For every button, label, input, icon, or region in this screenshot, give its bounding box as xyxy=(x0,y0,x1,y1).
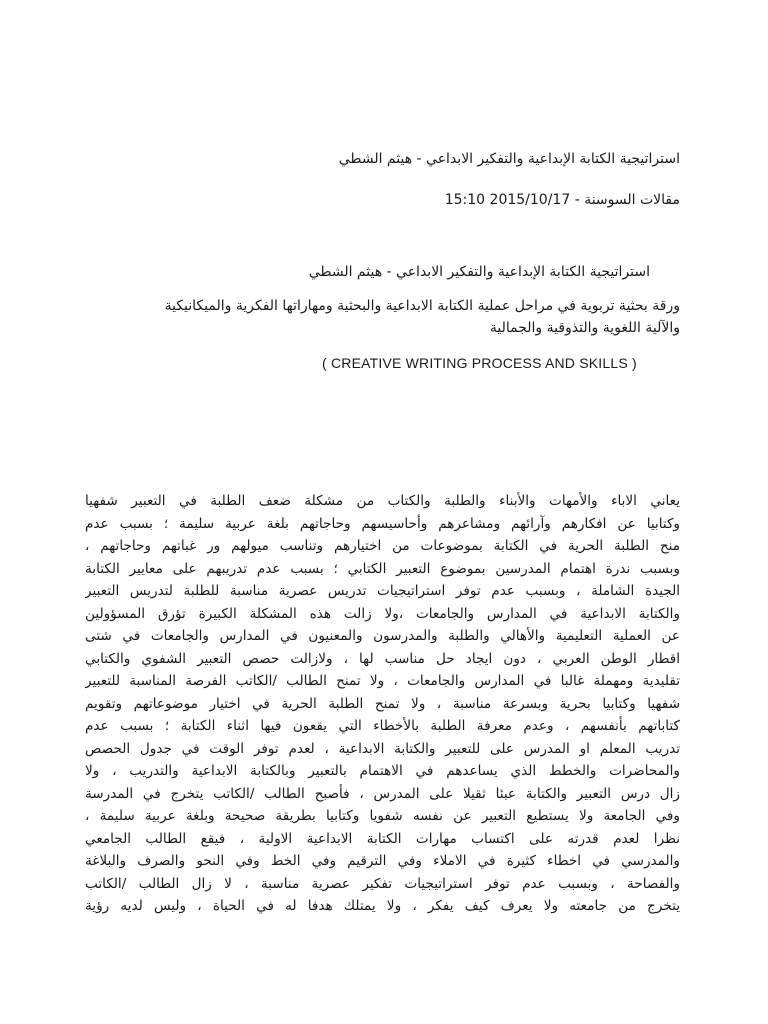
body-line: نظرا لعدم قدرته على اكتساب مهارات الكتابة الابداعية الاولية ، فيقع الطالب الجامعي xyxy=(85,830,680,847)
english-heading: ( CREATIVE WRITING PROCESS AND SKILLS ) xyxy=(322,355,637,371)
body-line: منح الطلبة الحرية في الكتابة بموضوعات من اختيارهم وتناسب ميولهم ور غباتهم وحاجاتهم ، xyxy=(85,538,680,554)
body-line: الجيدة الشاملة ، وبسبب عدم توفر استراتيجيات تدريس عصرية مناسبة للطلبة لتدريس التعبير xyxy=(85,583,680,599)
body-line: وفي الجامعة ولا يستطيع التعبير عن نفسه شفويا وكتابيا بطريقة صحيحة وبلغة عربية سليمة ، xyxy=(85,808,680,824)
article-subtitle: استراتيجية الكتابة الإبداعية والتفكير الابداعي - هيثم الشطي xyxy=(308,264,650,280)
article-time: 15:10 xyxy=(444,192,486,208)
body-line: زال درس التعبير والكتابة عبئا ثقيلا على المدرس ، فأصبح الطالب /الكاتب يتخرج في المدرسة xyxy=(85,785,680,802)
intro-line-1: ورقة بحثية تربوية في مراحل عملية الكتابة الابداعية والبحثية ومهاراتها الفكرية والميكانيكية xyxy=(164,298,680,314)
body-line: كتاباتهم بأنفسهم ، وعدم معرفة الطلبة بالأخطاء التي يقعون فيها اثناء الكتابة ؛ بسبب عدم xyxy=(85,718,680,734)
body-line: تدريب المعلم او المدرس على للتعبير والكتابة الابداعية ، لعدم توفر الوقت في جدول الحصص xyxy=(85,740,680,757)
article-source: مقالات السوسنة - xyxy=(574,192,680,208)
body-line: والفصاحة ، وبسبب عدم توفر استراتيجيات تفكير عصرية مناسبة ، لا زال الطالب /الكاتب xyxy=(85,875,680,892)
body-line: يتخرج من جامعته ولا يعرف كيف يفكر ، ولا يمتلك هدفا له في الحياة ، وليس لديه رؤية xyxy=(85,898,680,914)
body-line: والكتابة الابداعية في المدارس والجامعات ،ولا زالت هذه المشكلة الكبيرة تؤرق المسؤولين xyxy=(85,605,680,622)
body-line: والمدرسي في اخطاء كثيرة في الاملاء وفي الترقيم وفي الخط وفي النحو والصرف والبلاغة xyxy=(85,853,680,869)
article-title: استراتيجية الكتابة الإبداعية والتفكير الابداعي - هيثم الشطي xyxy=(338,151,680,167)
body-line: يعاني الاباء والأمهات والأبناء والطلبة والكتاب من مشكلة ضعف الطلبة في التعبير شفهيا xyxy=(85,493,680,509)
body-line: شفهيا وكتابيا بحرية وبسرعة مناسبة ، ولا تمنح الطلبة الحرية في اختيار موضوعاتهم وتقويم xyxy=(85,695,680,712)
article-date: 2015/10/17 xyxy=(489,192,571,208)
body-line: وبسبب ندرة اهتمام المدرسين بموضوع التعبير الكتابي ؛ بسبب عدم تدريبهم على معايير الكتابة xyxy=(85,560,680,577)
body-line: عن العملية التعليمية والأهالي والطلبة والمدرسون والمعنيون في المدارس والجامعات في شتى xyxy=(85,628,680,644)
body-paragraph xyxy=(85,490,680,918)
body-line: وكتابيا عن افكارهم وآرائهم ومشاعرهم وأحاسيسهم وحاجاتهم بلغة عربية سليمة ؛ بسبب عدم xyxy=(85,515,680,532)
body-line: اقطار الوطن العربي ، دون ايجاد حل مناسب لها ، ولازالت حصص التعبير الشفوي والكتابي xyxy=(85,650,680,667)
article-meta xyxy=(445,190,680,210)
body-line: تقليدية ومهملة غالبا في المدارس والجامعات ، ولا تمنح الطالب /الكاتب الفرصة المناسبة للتعبير xyxy=(85,673,680,689)
article-datetime xyxy=(445,190,571,210)
body-line: والمحاضرات والخطط الذي يساعدهم في الاهتمام بالتعبير وبالكتابة الابداعية والتدريب ، ولا xyxy=(85,763,680,779)
intro-line-2: والآلية اللغوية والتذوقية والجمالية xyxy=(489,320,680,336)
